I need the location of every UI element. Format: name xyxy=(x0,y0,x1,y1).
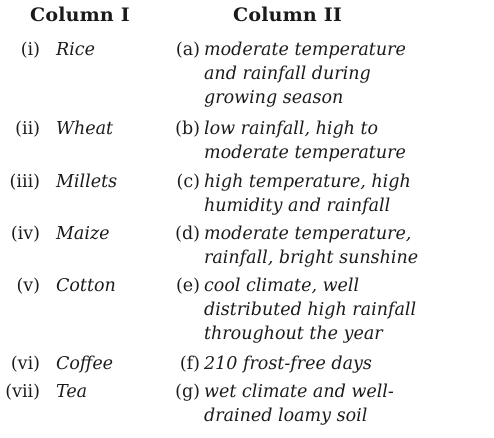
condition-text: wet climate and well- drained loamy soil xyxy=(204,382,394,427)
crop-name: Maize xyxy=(56,224,110,244)
column-i-header: Column I xyxy=(30,4,130,26)
crop-name: Rice xyxy=(56,40,95,60)
crop-name: Tea xyxy=(56,382,88,402)
item-number: (ii) xyxy=(15,119,40,139)
condition-text: 210 frost-free days xyxy=(204,354,372,374)
condition-letter: (e) xyxy=(175,276,200,296)
condition-letter: (f) xyxy=(179,354,200,374)
condition-letter: (d) xyxy=(175,224,200,244)
condition-letter: (c) xyxy=(176,172,200,192)
crop-name: Cotton xyxy=(56,276,116,296)
crop-name: Coffee xyxy=(56,354,114,374)
condition-text: cool climate, well distributed high rainfall throughout the year xyxy=(204,276,417,345)
item-number: (vi) xyxy=(10,354,40,374)
item-number: (v) xyxy=(16,276,40,296)
condition-letter: (g) xyxy=(175,382,200,402)
condition-text: high temperature, high humidity and rainfall xyxy=(204,172,411,217)
condition-text: low rainfall, high to moderate temperature xyxy=(204,119,406,164)
condition-text: moderate temperature and rainfall during growing season xyxy=(204,40,406,109)
column-ii-header: Column II xyxy=(233,4,342,26)
condition-text: moderate temperature, rainfall, bright sunshine xyxy=(204,224,419,269)
item-number: (iv) xyxy=(10,224,40,244)
item-number: (i) xyxy=(20,40,40,60)
condition-letter: (b) xyxy=(175,119,200,139)
item-number: (iii) xyxy=(9,172,40,192)
condition-letter: (a) xyxy=(175,40,200,60)
item-number: (vii) xyxy=(5,382,40,402)
crop-name: Wheat xyxy=(56,119,114,139)
crop-name: Millets xyxy=(56,172,118,192)
